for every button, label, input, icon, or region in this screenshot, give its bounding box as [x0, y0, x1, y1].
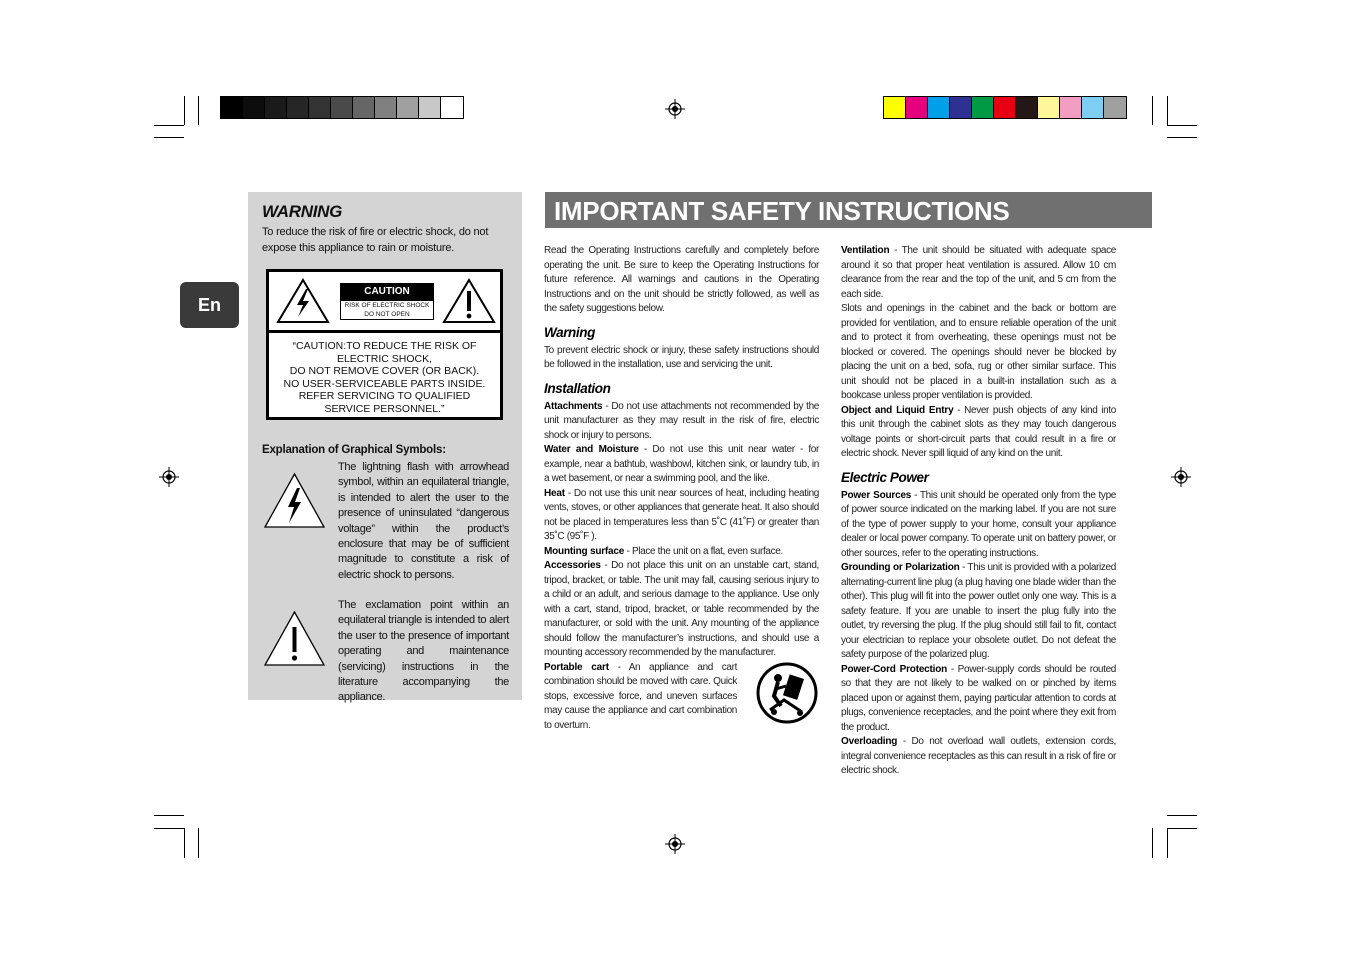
crop-mark	[1152, 96, 1153, 125]
color-swatch	[1060, 97, 1082, 118]
item-text: - Place the unit on a flat, even surface.	[624, 545, 783, 557]
item-text: - Do not overload wall outlets, extension cords, integral convenience receptacles as this can result in a risk of fire or electric shock.	[841, 736, 1116, 776]
lightning-explanation: The lightning flash with arrowhead symbol, within an equilateral triangle, is intended to alert the user to the presence of uninsulated “dangerous voltage” within the product’s enclosure that may be of sufficient magnitude to constitute a risk of electric shock to persons.	[338, 461, 509, 581]
color-swatch	[1038, 97, 1060, 118]
grayscale-bar	[220, 96, 464, 119]
caution-label: CAUTION	[340, 283, 434, 300]
section-heading-electric-power: Electric Power	[841, 469, 929, 485]
color-swatch	[1082, 97, 1104, 118]
item-term: Power-Cord Protection	[841, 663, 948, 675]
color-swatch	[1104, 97, 1126, 118]
instruction-item	[841, 244, 1116, 302]
color-swatch	[441, 97, 463, 118]
color-swatch	[419, 97, 441, 118]
language-tab: En	[180, 282, 239, 328]
item-term: Object and Liquid Entry	[841, 404, 954, 416]
color-swatch	[331, 97, 353, 118]
section-heading-warning: Warning	[544, 324, 595, 340]
instruction-item	[841, 404, 1116, 462]
section-heading-installation: Installation	[544, 380, 611, 396]
registration-mark-icon	[665, 99, 685, 119]
color-swatch	[265, 97, 287, 118]
item-term: Accessories	[544, 560, 601, 571]
registration-mark-icon	[159, 467, 179, 487]
color-swatch	[994, 97, 1016, 118]
item-text: - This unit is provided with a polarized alternating-current line plug (a plug having one blade wider than the other). This plug will fit into the power outlet only one way. This is a safety feature. If you are unable to insert the plug fully into the outlet, try reversing the plug. If the plug should still fail to fit, contact your electrician to replace your obsolete outlet. Do not defeat the safety purpose of the polarized plug.	[841, 562, 1116, 660]
cart-warning-icon	[756, 662, 818, 724]
explanation-title: Explanation of Graphical Symbols:	[262, 444, 446, 456]
item-term: Heat	[544, 487, 565, 499]
instruction-item	[841, 489, 1116, 562]
lightning-triangle-icon	[263, 472, 326, 529]
instruction-item	[841, 735, 1116, 779]
exclamation-explanation: The exclamation point within an equilateral triangle is intended to alert the user to the presence of important operating and maintenance (servicing) instructions in the literature accompanying the appliance.	[338, 599, 509, 704]
instruction-item	[841, 561, 1116, 663]
instruction-item	[544, 443, 819, 487]
warning-text: To reduce the risk of fire or electric shock, do not expose this appliance to rain or moisture.	[262, 226, 489, 254]
color-swatch	[353, 97, 375, 118]
crop-mark	[198, 96, 199, 125]
item-text: - Do not place this unit on an unstable cart, stand, tripod, bracket, or table. The unit may fall, causing serious injury to a child or an adult, and serious damage to the appliance. Use only with a cart, stand, tripod, bracket, or table recommended by the manufacturer, or sold with the unit. Any mounting of the appliance should follow the manufacturer’s instructions, and should use a mounting accessory recommended by the manufacturer.	[544, 560, 819, 658]
color-swatch	[884, 97, 906, 118]
item-text: - An appliance and cart combination should be moved with care. Quick stops, excessive force, and uneven surfaces may cause the appliance and cart combination to overturn.	[544, 661, 737, 731]
instructions-column-right	[841, 244, 1116, 779]
exclamation-triangle-icon	[441, 277, 497, 325]
caution-message	[269, 340, 500, 415]
caution-line: NO USER-SERVICEABLE PARTS INSIDE.	[283, 377, 486, 390]
crop-mark	[1167, 137, 1197, 138]
caution-line: REFER SERVICING TO QUALIFIED	[298, 390, 471, 402]
exclamation-triangle-icon	[263, 610, 326, 667]
item-text: - This unit should be operated only from the type of power source indicated on the marking label. If you are not sure of the type of power supply to your home, consult your appliance dealer or local power company. To operate unit on battery power, or other sources, refer to the operating instructions.	[841, 489, 1116, 559]
crop-mark	[198, 828, 199, 858]
item-text: - Do not use this unit near sources of heat, including heating vents, stoves, or other appliances that generate heat. It also should not be placed in temperatures less than 5˚C (41˚F) or greater than 35˚C (95˚F ).	[544, 487, 819, 542]
color-swatch	[928, 97, 950, 118]
instruction-item	[544, 487, 819, 545]
color-swatch	[972, 97, 994, 118]
crop-mark	[184, 828, 185, 858]
warning-paragraph: To prevent electric shock or injury, these safety instructions should be followed in the installation, use and servicing the unit.	[544, 344, 819, 370]
caution-sub-label	[340, 300, 434, 320]
caution-label-box	[266, 269, 503, 420]
intro-paragraph: Read the Operating Instructions carefully and completely before operating the unit. Be sure to keep the Operating Instructions for future reference. All warnings and cautions in the Operating Instructions and on the unit should be strictly followed, as well as the safety suggestions below.	[544, 245, 819, 314]
item-term: Grounding or Polarization	[841, 562, 960, 573]
crop-mark	[1167, 96, 1168, 125]
caution-line: DO NOT REMOVE COVER (OR BACK).	[289, 365, 480, 377]
slots-paragraph: Slots and openings in the cabinet and the back or bottom are provided for ventilation, and to ensure reliable operation of the unit and to protect it from overheating, these openings must not be blocked or covered. The openings should never be blocked by placing the unit on a bed, sofa, rug or other similar surface. This unit should not be placed in a built-in installation such as a bookcase unless proper ventilation is provided.	[841, 303, 1116, 401]
instruction-item	[544, 545, 819, 560]
item-text: - Do not use this unit near water - for example, near a bathtub, washbowl, kitchen sink, or laundry tub, in a wet basement, or near a swimming pool, and the like.	[544, 444, 819, 484]
item-text: - Power-supply cords should be routed so that they are not likely to be walked on or pinched by items placed upon or against them, paying particular attention to cords at plugs, convenience receptacles, and the point where they exit from the product.	[841, 663, 1116, 733]
caution-line: SERVICE PERSONNEL.”	[324, 402, 445, 415]
item-term: Mounting surface	[544, 545, 625, 557]
color-swatch	[950, 97, 972, 118]
page-title: IMPORTANT SAFETY INSTRUCTIONS	[554, 196, 1010, 226]
registration-mark-icon	[665, 834, 685, 854]
item-term: Ventilation	[841, 245, 890, 256]
crop-mark	[154, 828, 184, 829]
crop-mark	[154, 137, 184, 138]
lightning-triangle-icon	[275, 277, 331, 325]
color-swatch	[906, 97, 928, 118]
warning-title: WARNING	[262, 202, 343, 221]
crop-mark	[1167, 125, 1197, 126]
crop-mark	[154, 125, 184, 126]
color-swatch	[397, 97, 419, 118]
instructions-column-left	[544, 244, 819, 733]
crop-mark	[1167, 815, 1197, 816]
instruction-item	[544, 661, 737, 734]
caution-line: “CAUTION:TO REDUCE THE RISK OF	[292, 340, 477, 352]
instruction-item	[544, 400, 819, 444]
item-term: Power Sources	[841, 489, 912, 501]
item-text: - Do not use attachments not recommended by the unit manufacturer as they may result in the risk of fire, electric shock or injury to persons.	[544, 400, 819, 441]
crop-mark	[1152, 828, 1153, 858]
caution-sub-line: DO NOT OPEN	[364, 311, 410, 318]
item-text: - Never push objects of any kind into this unit through the cabinet slots as they may touch dangerous voltage points or short-circuit parts that could result in a fire or electric shock. Never spill liquid of any kind on the unit.	[841, 404, 1116, 459]
item-term: Portable cart	[544, 661, 609, 673]
instruction-item	[841, 663, 1116, 736]
crop-mark	[1167, 828, 1197, 829]
registration-mark-icon	[1171, 467, 1191, 487]
color-swatch	[221, 97, 243, 118]
color-swatch	[375, 97, 397, 118]
crop-mark	[1167, 828, 1168, 858]
item-term: Attachments	[544, 400, 603, 412]
instruction-item	[544, 559, 819, 661]
color-swatch	[309, 97, 331, 118]
crop-mark	[154, 815, 184, 816]
item-text: - The unit should be situated with adequate space around it so that proper heat ventilation is assured. Allow 10 cm clearance from the rear and the top of the unit, and 5 cm from the each side.	[841, 245, 1116, 300]
caution-symbol-row	[269, 272, 500, 333]
caution-sub-line: RISK OF ELECTRIC SHOCK	[344, 302, 430, 309]
color-swatch	[287, 97, 309, 118]
color-swatch	[243, 97, 265, 118]
item-term: Water and Moisture	[544, 444, 639, 455]
color-swatch	[1016, 97, 1038, 118]
crop-mark	[184, 96, 185, 125]
item-term: Overloading	[841, 736, 898, 747]
section-header	[545, 192, 1152, 228]
color-bar	[883, 96, 1127, 119]
caution-line: ELECTRIC SHOCK,	[336, 352, 433, 365]
